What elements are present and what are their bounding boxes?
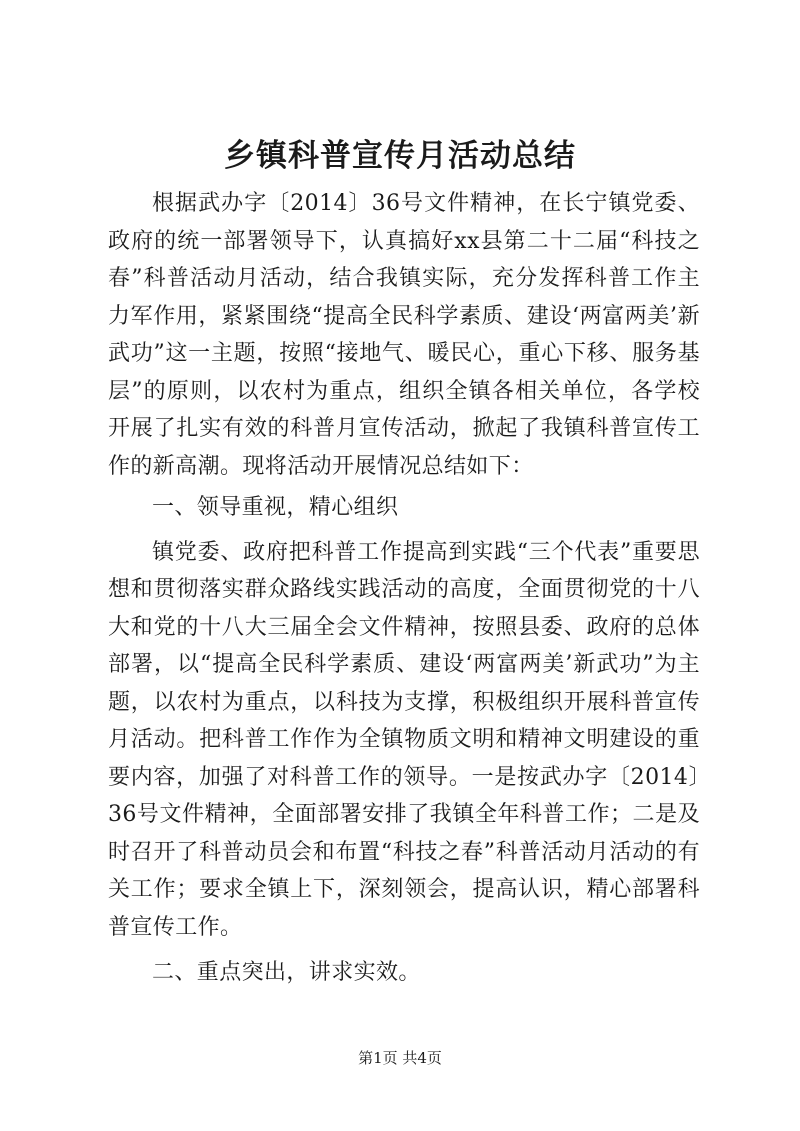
page-number-footer: 第1页 共4页 (358, 1049, 442, 1067)
paragraph-intro: 根据武办字〔2014〕36号文件精神，在长宁镇党委、政府的统一部署领导下，认真搞好xx县第二十二届“科技之春”科普活动月活动，结合我镇实际，充分发挥科普工作主力军作用，紧紧围绕“提高全民科学素质、建设‘两富两美’新武功”这一主题，按照“接地气、暖民心，重心下移、服务基层”的原则，以农村为重点，组织全镇各相关单位，各学校开展了扎实有效的科普月宣传活动，掀起了我镇科普宣传工作的新高潮。现将活动开展情况总结如下： (108, 191, 700, 479)
section-heading-1: 一、领导重视，精心组织 (152, 495, 399, 520)
document-body (108, 185, 700, 999)
paragraph-section-1: 镇党委、政府把科普工作提高到实践“三个代表”重要思想和贯彻落实群众路线实践活动的高度，全面贯彻党的十八大和党的十八大三届全会文件精神，按照县委、政府的总体部署，以“提高全民科学素质、建设‘两富两美’新武功”为主题，以农村为重点，以科技为支撑，积极组织开展科普宣传月活动。把科普工作作为全镇物质文明和精神文明建设的重要内容，加强了对科普工作的领导。一是按武办字〔2014〕36号文件精神，全面部署安排了我镇全年科普工作；二是及时召开了科普动员会和布置“科技之春”科普活动月活动的有关工作；要求全镇上下，深刻领会，提高认识，精心部署科普宣传工作。 (108, 539, 700, 940)
document-title: 乡镇科普宣传月活动总结 (224, 138, 576, 174)
section-heading-2: 二、重点突出，讲求实效。 (152, 960, 421, 985)
